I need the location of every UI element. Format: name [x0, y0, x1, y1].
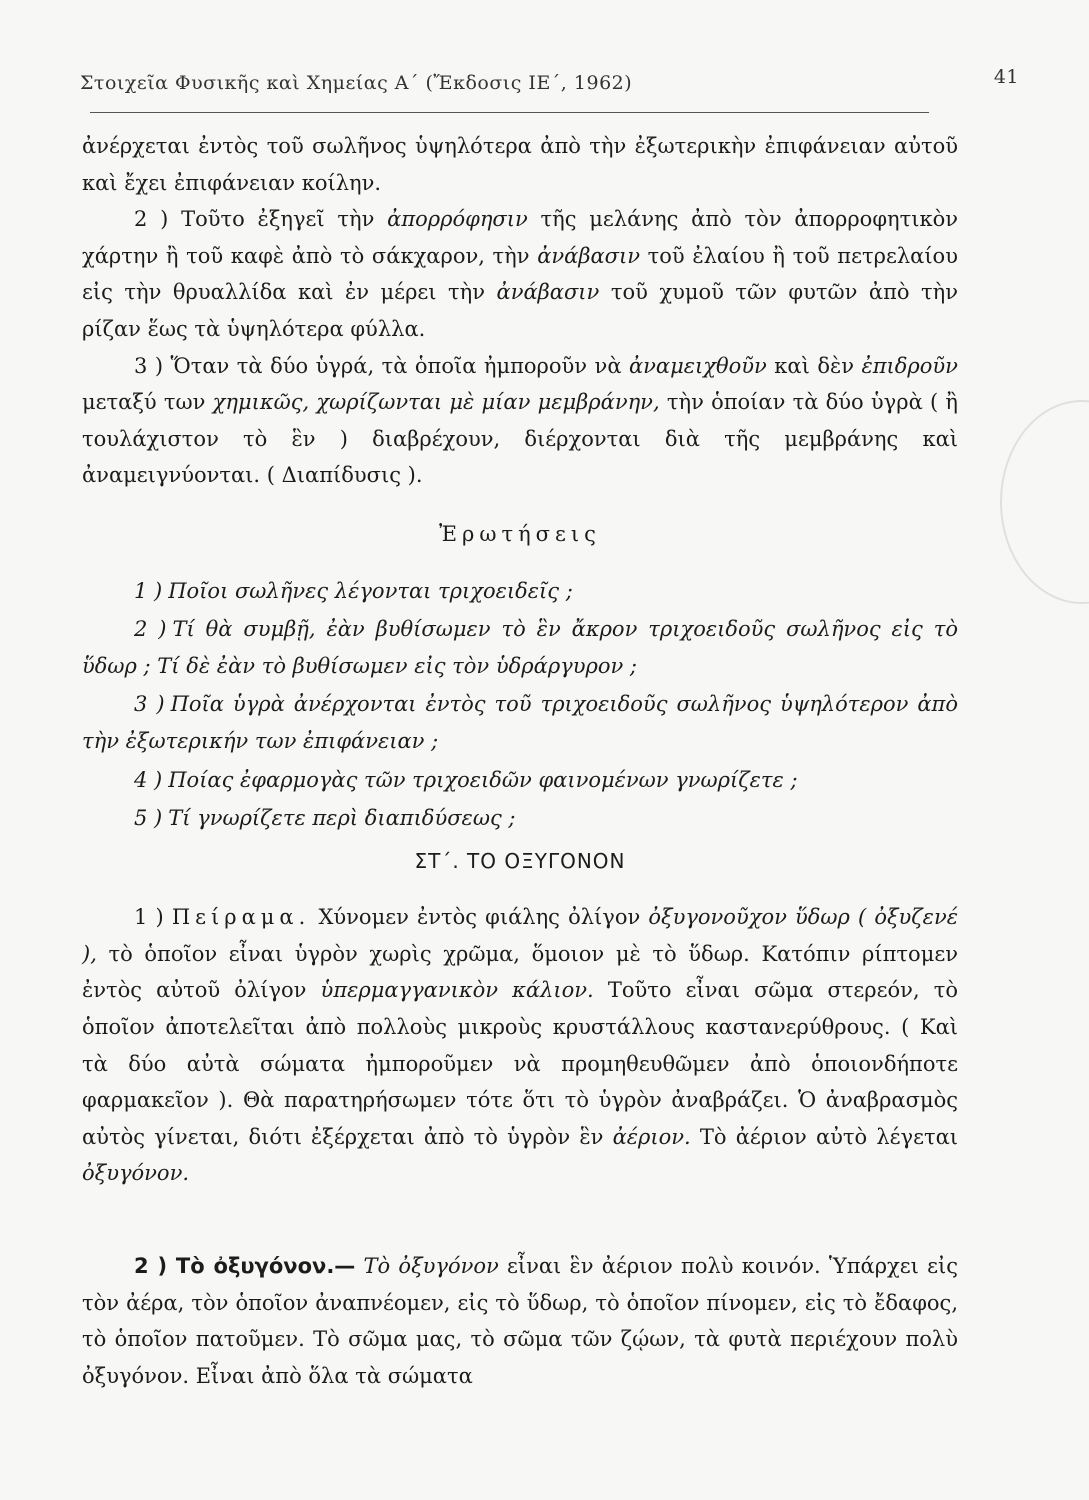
- paragraph-absorption: [82, 201, 958, 347]
- page-body: [82, 128, 958, 1394]
- running-header: [80, 62, 1019, 98]
- questions-list: [82, 573, 958, 837]
- term-chemically: χημικῶς, χωρίζωνται μὲ μίαν μεμβράνην,: [212, 390, 660, 415]
- term-mix: ἀναμειχθοῦν: [628, 353, 767, 378]
- text-run: τὴν ὁποίαν τὰ δύο ὑγρὰ ( ἢ τουλάχιστον τὸ ἓν ) διαβρέχουν, διέρχονται διὰ τῆς μεμβράνης καὶ ἀναμειγνύονται. ( Διαπίδυσις ).: [82, 390, 958, 488]
- text-run: 2 ) Τοῦτο ἐξηγεῖ τὴν: [134, 207, 375, 232]
- running-title: Στοιχεῖα Φυσικῆς καὶ Χημείας Α΄ (Ἔκδοσις ΙΕ΄, 1962): [80, 72, 633, 94]
- text-run: τῆς μελάνης ἀπὸ τὸν ἀπορροφητικὸν χάρτην ἢ τοῦ καφὲ ἀπὸ τὸ σάκχαρον, τὴν: [82, 207, 958, 268]
- experiment-label: Πείραμα.: [171, 905, 311, 930]
- question-item: 5 ) Τί γνωρίζετε περὶ διαπιδύσεως ;: [134, 806, 516, 831]
- text-run: μεταξύ των: [82, 390, 206, 415]
- library-stamp-icon: [1000, 400, 1089, 604]
- term-react: ἐπιδροῦν: [861, 353, 958, 378]
- text-run: τοῦ χυμοῦ τῶν φυτῶν ἀπὸ τὴν ρίζαν ἕως τὰ ὑψηλότερα φύλλα.: [82, 280, 958, 341]
- paragraph-experiment: 1 ) Πείραμα. Χύνομεν ἐντὸς φιάλης ὀλίγον ὀξυγονοῦχον ὕδωρ ( ὀξυζενέ ), τὸ ὁποῖον εἶναι ὑγρὸν χωρὶς χρῶμα, ὅμοιον μὲ τὸ ὕδωρ. Κατόπιν ρίπτομεν ἐντὸς αὐτοῦ ὀλίγον ὑπερμαγγανικὸν κάλιον. Τοῦτο εἶναι σῶμα στερεόν, τὸ ὁποῖον ἀποτελεῖται ἀπὸ πολλοὺς μικροὺς κρυστάλλους καστανερύθρους. ( Καὶ τὰ δύο αὐτὰ σώματα ἠμποροῦμεν νὰ προμηθευθῶμεν ἀπὸ ὁποιονδήποτε φαρμακεῖον ). Θὰ παρατηρήσωμεν τότε ὅτι τὸ ὑγρὸν ἀναβράζει. Ὁ ἀναβρασμὸς αὐτὸς γίνεται, διότι ἐξέρχεται ἀπὸ τὸ ὑγρὸν ἓν ἀέριον. Τὸ ἀέριον αὐτὸ λέγεται ὀξυγόνον.: [82, 905, 958, 1186]
- header-rule: [90, 112, 929, 113]
- questions-heading: Ἐρωτήσεις: [439, 521, 601, 546]
- question-item: 1 ) Ποῖοι σωλῆνες λέγονται τριχοειδεῖς ;: [134, 578, 573, 603]
- paragraph-diffusion: [82, 348, 958, 494]
- page-number: 41: [993, 66, 1019, 88]
- text-run: τοῦ ἐλαίου ἢ τοῦ πετρελαίου εἰς τὴν θρυαλλίδα καὶ ἐν μέρει τὴν: [82, 243, 958, 305]
- question-item: 2 ) Τί θὰ συμβῇ, ἐὰν βυθίσωμεν τὸ ἓν ἄκρον τριχοειδοῦς σωλῆνος εἰς τὸ ὕδωρ ; Τί δὲ ἐὰν τὸ βυθίσωμεν εἰς τὸν ὑδράργυρον ;: [82, 617, 958, 678]
- text-run: 3 ) Ὅταν τὰ δύο ὑγρά, τὰ ὁποῖα ἠμποροῦν νὰ: [134, 353, 622, 378]
- paragraph-continuation: ἀνέρχεται ἐντὸς τοῦ σωλῆνος ὑψηλότερα ἀπὸ τὴν ἐξωτερικὴν ἐπιφάνειαν αὐτοῦ καὶ ἔχει ἐπιφάνειαν κοίλην.: [82, 134, 958, 195]
- question-item: 4 ) Ποίας ἐφαρμογὰς τῶν τριχοειδῶν φαινομένων γνωρίζετε ;: [134, 767, 798, 792]
- paragraph-oxygen: 2 ) Τὸ ὀξυγόνον.— Τὸ ὀξυγόνον εἶναι ἓν ἀέριον πολὺ κοινόν. Ὑπάρχει εἰς τὸν ἀέρα, τὸν ὁποῖον ἀναπνέομεν, εἰς τὸ ὕδωρ, τὸ ὁποῖον πίνομεν, εἰς τὸ ἔδαφος, τὸ ὁποῖον πατοῦμεν. Τὸ σῶμα μας, τὸ σῶμα τῶν ζῴων, τὰ φυτὰ περιέχουν πολὺ ὀξυγόνον. Εἶναι ἀπὸ ὅλα τὰ σώματα: [82, 1254, 958, 1388]
- question-item: 3 ) Ποῖα ὑγρὰ ἀνέρχονται ἐντὸς τοῦ τριχοειδοῦς σωλῆνος ὑψηλότερον ἀπὸ τὴν ἐξωτερικήν των ἐπιφάνειαν ;: [82, 692, 959, 753]
- oxygen-subheading: 2 ) Τὸ ὀξυγόνον.—: [134, 1254, 356, 1279]
- term-ascent: ἀνάβασιν: [496, 280, 600, 305]
- term-absorption: ἀπορρόφησιν: [387, 207, 528, 232]
- section-title: ΣΤ΄. ΤΟ ΟΞΥΓΟΝΟΝ: [414, 848, 626, 873]
- term-ascent: ἀνάβασιν: [537, 243, 640, 268]
- text-run: καὶ δὲν: [774, 353, 854, 378]
